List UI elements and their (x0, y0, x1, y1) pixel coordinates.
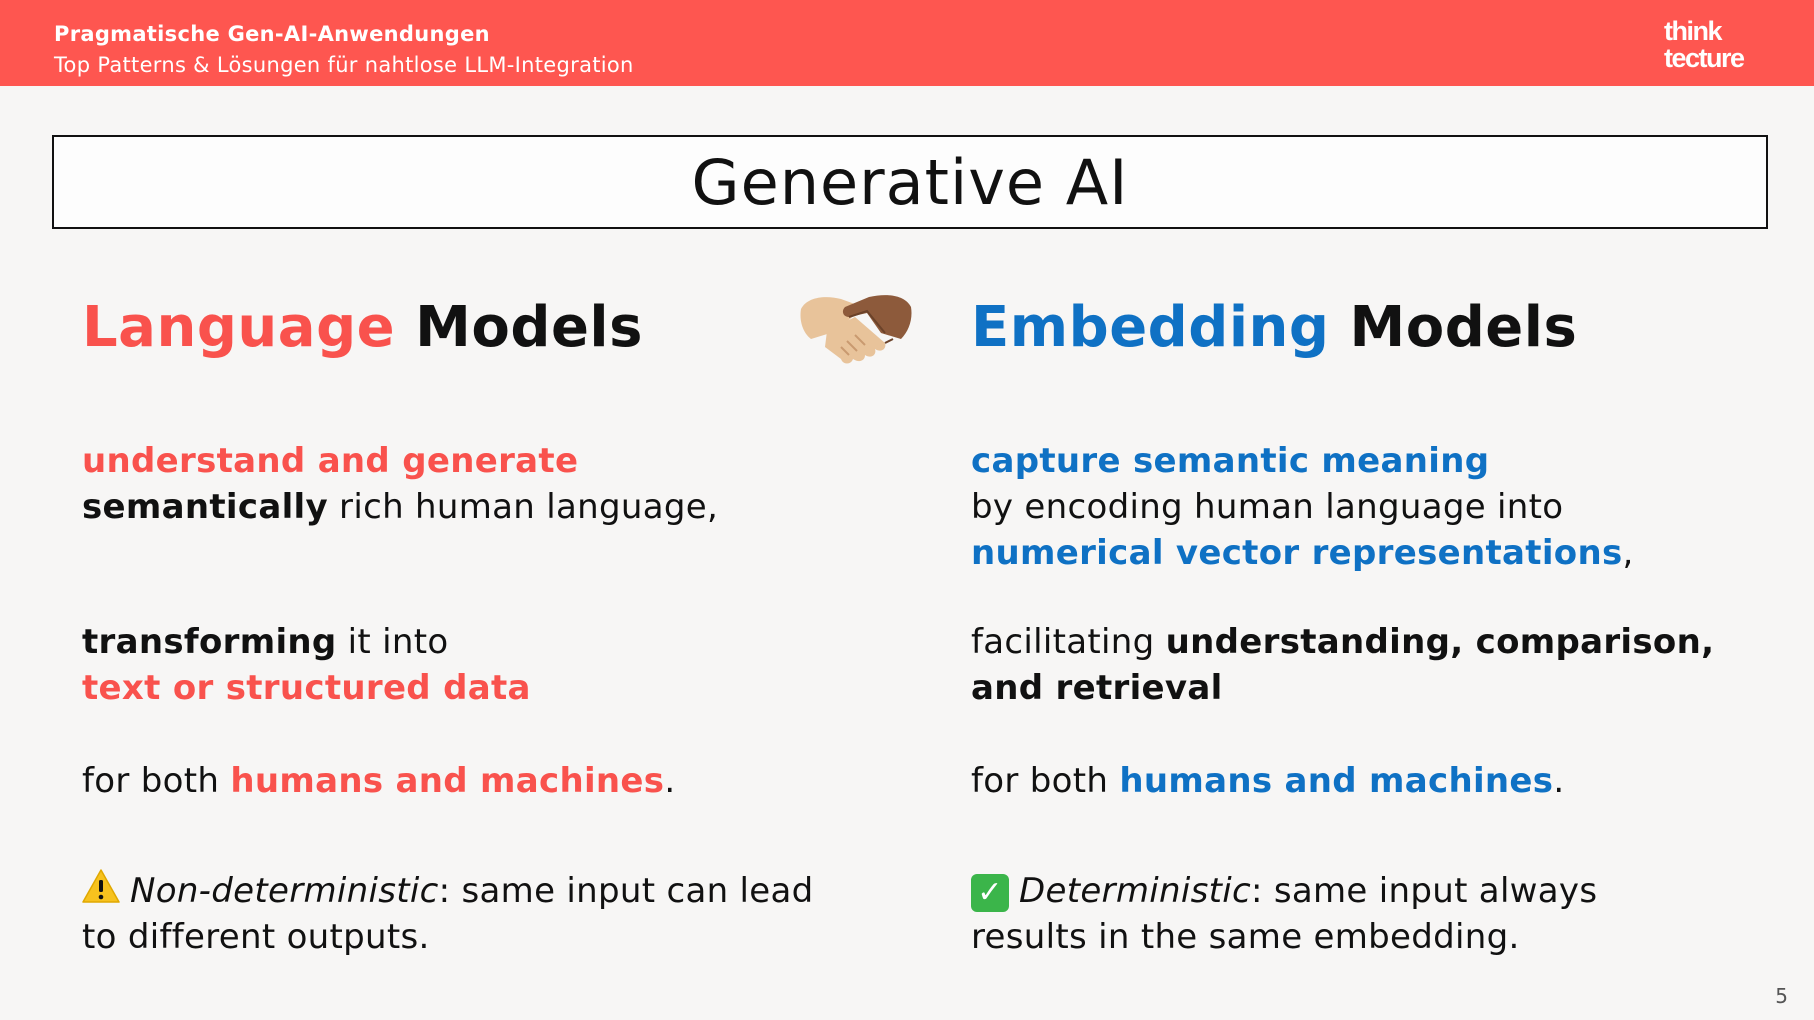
check-mark-icon: ✓ (971, 874, 1009, 912)
embedding-models-column (971, 290, 1771, 957)
em-description-1: capture semantic meaning by encoding human language into numerical vector representations, (971, 441, 1634, 573)
warning-icon (82, 868, 120, 904)
presentation-title: Pragmatische Gen-AI-Anwendungen (54, 22, 490, 46)
slide-title-box (52, 135, 1768, 229)
thinktecture-logo (1664, 18, 1744, 72)
language-models-heading: Language Models (82, 295, 643, 360)
em-note: ✓ Deterministic: same input always results in the same embedding. (971, 871, 1598, 957)
em-description-3: for both humans and machines. (971, 761, 1565, 801)
lm-description-2: transforming it into text or structured data (82, 622, 531, 708)
logo-line-1: think (1664, 16, 1721, 46)
slide-title: Generative AI (691, 145, 1129, 219)
lm-description-1: understand and generate semantically rich human language, (82, 441, 719, 527)
presentation-subtitle: Top Patterns & Lösungen für nahtlose LLM-Integration (54, 53, 634, 77)
language-models-column (82, 290, 882, 957)
slide-header (0, 0, 1814, 86)
page-number: 5 (1775, 984, 1788, 1008)
lm-description-3: for both humans and machines. (82, 761, 676, 801)
embedding-models-heading: Embedding Models (971, 295, 1578, 360)
lm-note: Non-deterministic: same input can lead to different outputs. (82, 868, 814, 960)
logo-line-2: tecture (1664, 43, 1744, 73)
em-description-2: facilitating understanding, comparison, and retrieval (971, 622, 1715, 708)
